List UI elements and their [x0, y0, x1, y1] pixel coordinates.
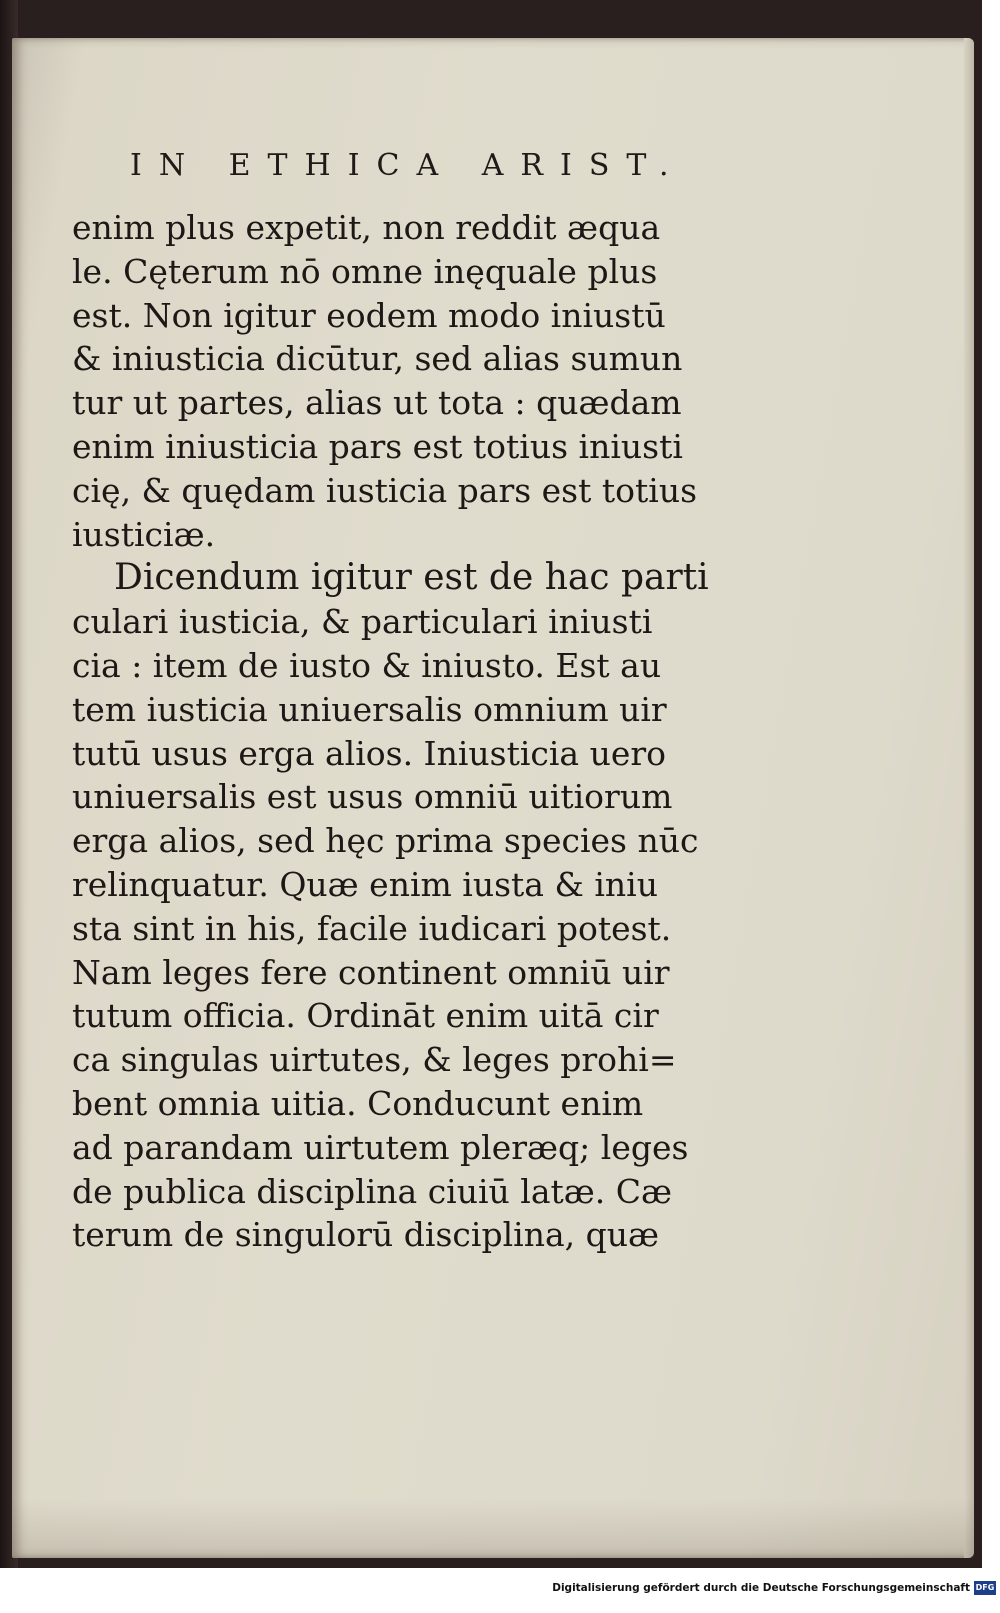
text-line: iusticiæ. [72, 514, 216, 554]
text-line: tur ut partes, alias ut tota : quædam [72, 383, 682, 423]
text-line: enim iniusticia pars est totius iniusti [72, 426, 683, 466]
text-line: culari iusticia, & particulari iniusti [72, 602, 653, 642]
page-fore-edge [964, 38, 974, 1558]
text-line: relinquatur. Quæ enim iusta & iniu [72, 864, 658, 904]
text-line: & iniusticia dicūtur, sed alias sumun [72, 339, 683, 379]
text-line: tem iusticia uniuersalis omnium uir [72, 689, 667, 729]
funding-credit: Digitalisierung gefördert durch die Deutsche Forschungsgemeinschaft [552, 1582, 970, 1594]
text-line: sta sint in his, facile iudicari potest. [72, 908, 672, 948]
dfg-logo: DFG [974, 1581, 996, 1595]
text-line: terum de singulorū disciplina, quæ [72, 1215, 659, 1255]
digitization-footer [0, 1578, 1000, 1606]
text-line: cia : item de iusto & iniusto. Est au [72, 645, 662, 685]
text-line: uniuersalis est usus omniū uitiorum [72, 777, 673, 817]
text-line: Nam leges fere continent omniū uir [72, 952, 670, 992]
body-text [72, 206, 709, 1257]
book-page [12, 38, 974, 1558]
text-line: tutū usus erga alios. Iniusticia uero [72, 733, 667, 773]
text-line: est. Non igitur eodem modo iniustū [72, 295, 666, 335]
text-line: ad parandam uirtutem pleræq; leges [72, 1127, 689, 1167]
text-line: tutum officia. Ordināt enim uitā cir [72, 996, 659, 1036]
text-line: enim plus expetit, non reddit æqua [72, 208, 661, 247]
text-line: le. Cęterum nō omne inęquale plus [72, 251, 658, 291]
paragraph-start-line: Dicendum igitur est de hac parti [114, 557, 709, 599]
text-line: erga alios, sed hęc prima species nūc [72, 821, 699, 861]
text-line: bent omnia uitia. Conducunt enim [72, 1083, 644, 1123]
text-line: cię, & quędam iusticia pars est totius [72, 470, 698, 510]
text-line: ca singulas uirtutes, & leges prohi= [72, 1040, 677, 1080]
running-head: IN ETHICA ARIST. [130, 148, 686, 183]
text-line: de publica disciplina ciuiū latæ. Cæ [72, 1171, 673, 1211]
page-stain [12, 1498, 974, 1558]
